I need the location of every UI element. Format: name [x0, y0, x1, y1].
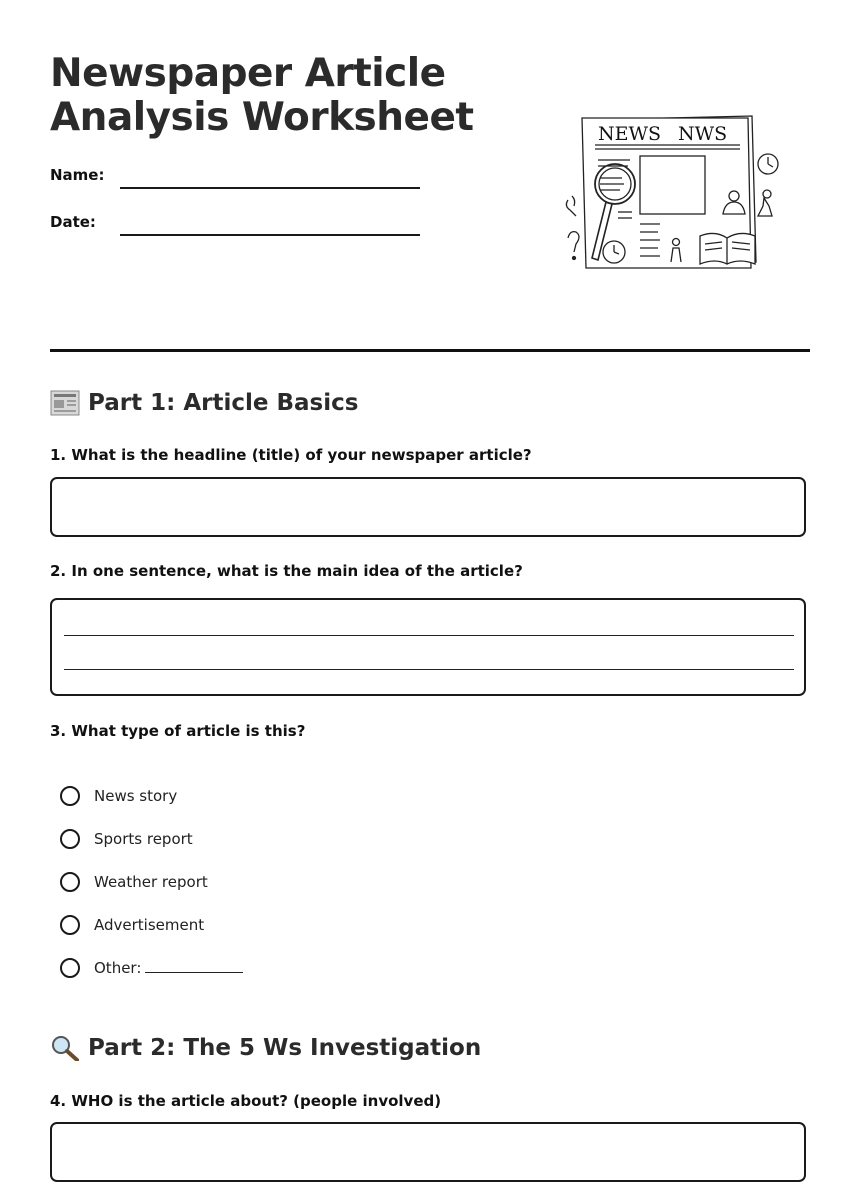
page-title — [50, 52, 474, 140]
date-label: Date: — [50, 213, 96, 231]
question-2: 2. In one sentence, what is the main idea of the article? — [50, 562, 523, 580]
radio-button[interactable] — [60, 786, 80, 806]
part2-heading — [50, 1035, 481, 1061]
option-other[interactable] — [60, 958, 243, 978]
radio-button[interactable] — [60, 872, 80, 892]
radio-button[interactable] — [60, 829, 80, 849]
radio-button[interactable] — [60, 958, 80, 978]
option-label: Other: — [94, 959, 142, 977]
other-blank-field[interactable] — [145, 960, 243, 973]
question-1: 1. What is the headline (title) of your newspaper article? — [50, 446, 532, 464]
option-label: Weather report — [94, 873, 208, 891]
who-answer-box[interactable] — [50, 1122, 806, 1182]
question-3: 3. What type of article is this? — [50, 722, 306, 740]
title-line-2: Analysis Worksheet — [50, 95, 474, 140]
option-sports-report[interactable] — [60, 829, 193, 849]
option-label: Sports report — [94, 830, 193, 848]
part1-heading — [50, 390, 358, 416]
question-4: 4. WHO is the article about? (people involved) — [50, 1092, 442, 1110]
masthead-left: NEWS — [598, 123, 662, 145]
answer-line — [64, 635, 794, 636]
newspaper-illustration — [560, 112, 785, 272]
name-label: Name: — [50, 166, 105, 184]
radio-button[interactable] — [60, 915, 80, 935]
main-idea-answer-box[interactable] — [50, 598, 806, 696]
option-label: News story — [94, 787, 178, 805]
section-divider — [50, 349, 810, 352]
title-line-1: Newspaper Article — [50, 51, 446, 96]
part1-heading-text: Part 1: Article Basics — [88, 390, 359, 416]
part2-heading-text: Part 2: The 5 Ws Investigation — [88, 1035, 482, 1061]
headline-answer-box[interactable] — [50, 477, 806, 537]
name-field[interactable] — [120, 187, 420, 189]
newspaper-emoji-icon — [50, 390, 80, 416]
answer-line — [64, 669, 794, 670]
masthead-right: NWS — [678, 123, 728, 145]
magnifying-glass-emoji-icon — [50, 1035, 80, 1061]
option-news-story[interactable] — [60, 786, 177, 806]
date-field[interactable] — [120, 234, 420, 236]
option-label: Advertisement — [94, 916, 205, 934]
option-advertisement[interactable] — [60, 915, 204, 935]
option-weather-report[interactable] — [60, 872, 208, 892]
